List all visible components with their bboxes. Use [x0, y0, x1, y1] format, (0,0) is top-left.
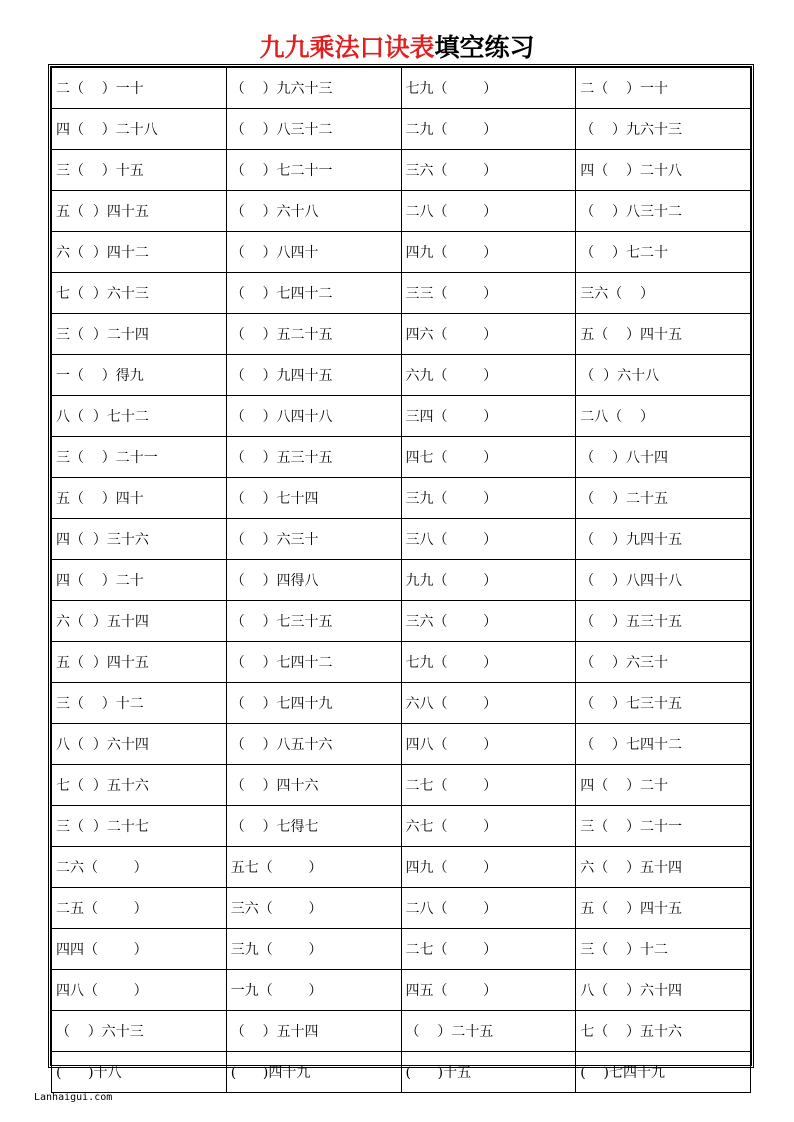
- exercise-cell: 六九（ ）: [401, 355, 576, 396]
- exercise-cell: 三三（ ）: [401, 273, 576, 314]
- exercise-cell: 三四（ ）: [401, 396, 576, 437]
- exercise-cell: （ ）四得八: [226, 560, 401, 601]
- exercise-cell: （ ）八四十: [226, 232, 401, 273]
- site-footer: Lanhaigui.com: [34, 1092, 113, 1103]
- exercise-cell: 一九（ ）: [226, 970, 401, 1011]
- exercise-cell: 三六（ ）: [576, 273, 751, 314]
- title-red-part: 九九乘法口诀表: [259, 33, 435, 62]
- exercise-cell: 三六（ ）: [226, 888, 401, 929]
- exercise-cell: 四（ ）二十八: [52, 109, 227, 150]
- exercise-cell: （ ）六十八: [226, 191, 401, 232]
- exercise-cell: （ ）七二十一: [226, 150, 401, 191]
- exercise-cell: 八（ ）六十四: [576, 970, 751, 1011]
- exercise-cell: 九九（ ）: [401, 560, 576, 601]
- exercise-table: [51, 67, 751, 1093]
- exercise-cell: 五（ ）四十五: [52, 642, 227, 683]
- exercise-cell: 二六（ ）: [52, 847, 227, 888]
- exercise-cell: 四五（ ）: [401, 970, 576, 1011]
- table-row: [52, 150, 751, 191]
- exercise-cell: 五（ ）四十五: [576, 314, 751, 355]
- exercise-cell: 二八（ ）: [401, 888, 576, 929]
- exercise-cell: （ ）四十六: [226, 765, 401, 806]
- exercise-cell: 四九（ ）: [401, 847, 576, 888]
- exercise-cell: 二九（ ）: [401, 109, 576, 150]
- exercise-cell: 六七（ ）: [401, 806, 576, 847]
- exercise-cell: 三（ ）十二: [52, 683, 227, 724]
- exercise-cell: ( )七四十九: [576, 1052, 751, 1093]
- exercise-cell: 四六（ ）: [401, 314, 576, 355]
- exercise-cell: 二七（ ）: [401, 765, 576, 806]
- exercise-cell: （ ）五二十五: [226, 314, 401, 355]
- table-row: [52, 1052, 751, 1093]
- table-row: [52, 273, 751, 314]
- table-row: [52, 232, 751, 273]
- table-row: [52, 437, 751, 478]
- exercise-cell: （ ）六十八: [576, 355, 751, 396]
- table-row: [52, 478, 751, 519]
- exercise-cell: 四（ ）二十: [52, 560, 227, 601]
- table-row: [52, 724, 751, 765]
- exercise-cell: 三六（ ）: [401, 150, 576, 191]
- exercise-cell: 四（ ）二十: [576, 765, 751, 806]
- exercise-cell: 二八（ ）: [401, 191, 576, 232]
- exercise-cell: 二（ ）一十: [576, 68, 751, 109]
- table-row: [52, 642, 751, 683]
- exercise-cell: （ ）九六十三: [226, 68, 401, 109]
- exercise-cell: 三（ ）二十七: [52, 806, 227, 847]
- exercise-cell: 七九（ ）: [401, 68, 576, 109]
- exercise-cell: （ ）六十三: [52, 1011, 227, 1052]
- exercise-cell: 三（ ）二十四: [52, 314, 227, 355]
- exercise-cell: 七（ ）五十六: [576, 1011, 751, 1052]
- exercise-cell: 三九（ ）: [401, 478, 576, 519]
- exercise-cell: 七（ ）六十三: [52, 273, 227, 314]
- exercise-cell: 四八（ ）: [52, 970, 227, 1011]
- exercise-cell: ( )十八: [52, 1052, 227, 1093]
- exercise-cell: ( )十五: [401, 1052, 576, 1093]
- table-row: [52, 970, 751, 1011]
- exercise-cell: 三（ ）十五: [52, 150, 227, 191]
- exercise-cell: 四（ ）二十八: [576, 150, 751, 191]
- exercise-cell: 四九（ ）: [401, 232, 576, 273]
- exercise-cell: （ ）八十四: [576, 437, 751, 478]
- table-row: [52, 683, 751, 724]
- exercise-cell: （ ）六三十: [576, 642, 751, 683]
- exercise-cell: 四七（ ）: [401, 437, 576, 478]
- title-black-part: 填空练习: [434, 33, 535, 62]
- exercise-cell: （ ）七三十五: [576, 683, 751, 724]
- table-row: [52, 314, 751, 355]
- exercise-cell: 二七（ ）: [401, 929, 576, 970]
- exercise-cell: （ ）八四十八: [226, 396, 401, 437]
- exercise-cell: 四（ ）三十六: [52, 519, 227, 560]
- exercise-cell: （ ）七四十九: [226, 683, 401, 724]
- exercise-cell: （ ）七四十二: [576, 724, 751, 765]
- table-row: [52, 888, 751, 929]
- exercise-cell: （ ）七三十五: [226, 601, 401, 642]
- exercise-cell: （ ）八四十八: [576, 560, 751, 601]
- exercise-cell: （ ）七十四: [226, 478, 401, 519]
- exercise-cell: 六八（ ）: [401, 683, 576, 724]
- table-row: [52, 560, 751, 601]
- exercise-cell: （ ）九四十五: [576, 519, 751, 560]
- exercise-cell: （ ）七二十: [576, 232, 751, 273]
- table-row: [52, 847, 751, 888]
- exercise-cell: 五（ ）四十: [52, 478, 227, 519]
- exercise-sheet: [48, 64, 754, 1081]
- exercise-cell: 五（ ）四十五: [576, 888, 751, 929]
- exercise-cell: （ ）六三十: [226, 519, 401, 560]
- exercise-cell: （ ）二十五: [401, 1011, 576, 1052]
- page-title: [0, 30, 794, 66]
- exercise-cell: （ ）九六十三: [576, 109, 751, 150]
- exercise-cell: 五（ ）四十五: [52, 191, 227, 232]
- table-row: [52, 601, 751, 642]
- exercise-cell: 六（ ）五十四: [576, 847, 751, 888]
- exercise-cell: 一（ ）得九: [52, 355, 227, 396]
- table-row: [52, 929, 751, 970]
- exercise-cell: （ ）七四十二: [226, 273, 401, 314]
- exercise-cell: 二八（ ）: [576, 396, 751, 437]
- exercise-cell: 三（ ）二十一: [576, 806, 751, 847]
- exercise-cell: （ ）五十四: [226, 1011, 401, 1052]
- exercise-cell: 六（ ）五十四: [52, 601, 227, 642]
- table-row: [52, 396, 751, 437]
- exercise-cell: （ ）八三十二: [226, 109, 401, 150]
- table-row: [52, 355, 751, 396]
- exercise-cell: （ ）五三十五: [226, 437, 401, 478]
- exercise-cell: 三（ ）十二: [576, 929, 751, 970]
- exercise-cell: 八（ ）六十四: [52, 724, 227, 765]
- exercise-cell: 四四（ ）: [52, 929, 227, 970]
- exercise-cell: （ ）七得七: [226, 806, 401, 847]
- exercise-cell: （ ）八五十六: [226, 724, 401, 765]
- exercise-cell: （ ）二十五: [576, 478, 751, 519]
- exercise-cell: 二（ ）一十: [52, 68, 227, 109]
- exercise-cell: 二五（ ）: [52, 888, 227, 929]
- table-row: [52, 1011, 751, 1052]
- exercise-cell: （ ）九四十五: [226, 355, 401, 396]
- exercise-cell: 三八（ ）: [401, 519, 576, 560]
- exercise-cell: 三六（ ）: [401, 601, 576, 642]
- exercise-cell: 三九（ ）: [226, 929, 401, 970]
- exercise-cell: （ ）七四十二: [226, 642, 401, 683]
- table-row: [52, 806, 751, 847]
- exercise-cell: （ ）八三十二: [576, 191, 751, 232]
- exercise-cell: 八（ ）七十二: [52, 396, 227, 437]
- table-row: [52, 109, 751, 150]
- exercise-cell: 三（ ）二十一: [52, 437, 227, 478]
- table-row: [52, 519, 751, 560]
- exercise-cell: 七（ ）五十六: [52, 765, 227, 806]
- exercise-cell: 六（ ）四十二: [52, 232, 227, 273]
- exercise-cell: （ ）五三十五: [576, 601, 751, 642]
- table-row: [52, 765, 751, 806]
- table-row: [52, 191, 751, 232]
- table-row: [52, 68, 751, 109]
- exercise-cell: 五七（ ）: [226, 847, 401, 888]
- exercise-cell: ( )四十九: [226, 1052, 401, 1093]
- exercise-cell: 四八（ ）: [401, 724, 576, 765]
- exercise-cell: 七九（ ）: [401, 642, 576, 683]
